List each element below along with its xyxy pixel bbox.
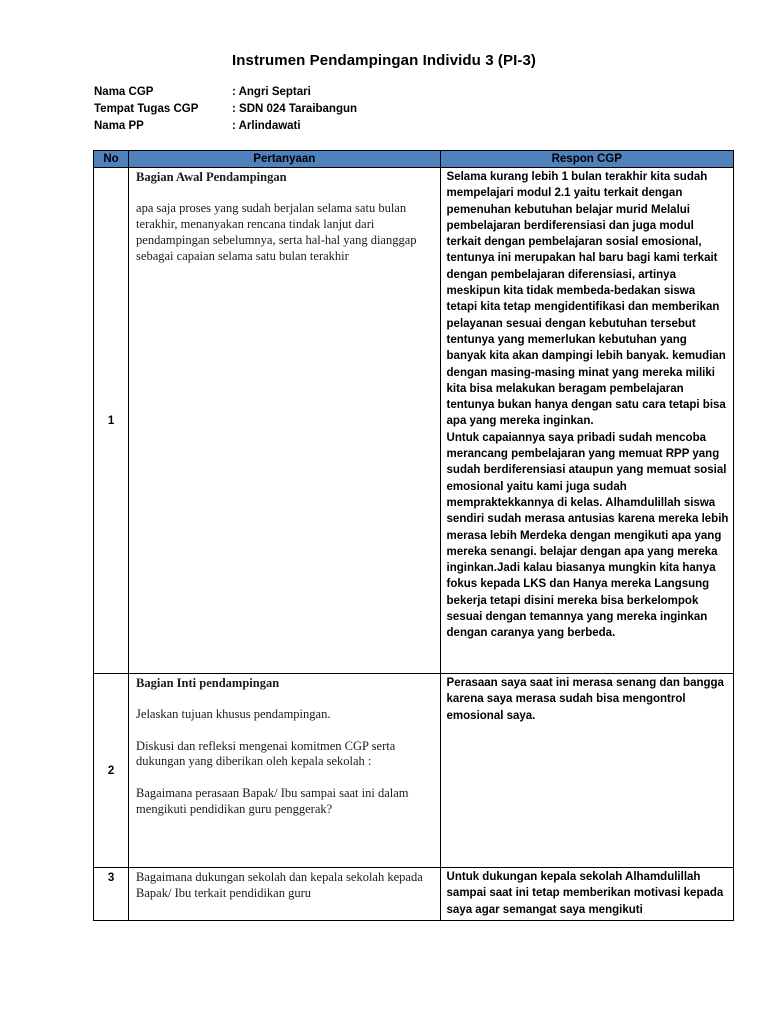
participant-info <box>94 84 357 135</box>
response-cell <box>440 168 733 674</box>
meta-row-nama-cgp <box>94 84 357 101</box>
response-text: Perasaan saya saat ini merasa senang dan bangga karena saya merasa sudah bisa mengontrol emosional saya. <box>446 677 724 722</box>
response-cell <box>440 868 733 921</box>
meta-label: Nama PP <box>94 120 144 132</box>
row-number: 3 <box>94 868 129 921</box>
question-text: Bagaimana perasaan Bapak/ Ibu sampai saat ini dalam mengikuti pendidikan guru penggerak? <box>136 785 409 816</box>
meta-value: : Arlindawati <box>232 120 301 132</box>
meta-row-tempat-tugas <box>94 101 357 118</box>
header-response: Respon CGP <box>440 151 733 168</box>
meta-value: : Angri Septari <box>232 86 311 98</box>
row-number: 1 <box>94 168 129 674</box>
mentoring-table <box>93 150 734 921</box>
table-row <box>94 868 734 921</box>
question-text: Jelaskan tujuan khusus pendampingan. <box>136 707 331 722</box>
question-cell <box>129 168 440 674</box>
response-cell <box>440 674 733 868</box>
response-text: Untuk capaiannya saya pribadi sudah mencoba merancang pembelajaran yang memuat RPP yang sudah berdiferensiasi ataupun yang memuat sosial emosional yaitu kami juga sudah mempraktekkannya di kelas. Alhamdulillah siswa sendiri sudah merasa antusias karena mereka lebih merasa lebih Merdeka dengan mengikuti apa yang mereka senangi. belajar dengan apa yang mereka inginkan.Jadi kalau biasanya mungkin kita hanya fokus kepada LKS dan Hanya mereka Langsung bekerja tetapi disini mereka bisa berkelompok sesuai dengan temannya yang mereka inginkan dengan caranya yang berbeda. <box>446 431 729 640</box>
question-text: Diskusi dan refleksi mengenai komitmen CGP serta dukungan yang diberikan oleh kepala sekolah : <box>136 738 396 769</box>
section-heading: Bagian Awal Pendampingan <box>136 170 287 184</box>
meta-label: Tempat Tugas CGP <box>94 103 199 115</box>
section-heading: Bagian Inti pendampingan <box>136 676 280 690</box>
question-text: apa saja proses yang sudah berjalan selama satu bulan terakhir, menanyakan rencana tindak lanjut dari pendampingan sebelumnya, serta hal-hal yang dianggap sebagai capaian selama satu bulan terakhir <box>136 201 417 263</box>
meta-row-nama-pp <box>94 118 357 135</box>
meta-value: : SDN 024 Taraibangun <box>232 103 358 115</box>
row-number: 2 <box>94 674 129 868</box>
question-cell <box>129 674 440 868</box>
question-text: Bagaimana dukungan sekolah dan kepala sekolah kepada Bapak/ Ibu terkait pendidikan guru <box>136 870 423 900</box>
response-text: Untuk dukungan kepala sekolah Alhamdulillah sampai saat ini tetap memberikan motivasi kepada saya agar semangat saya mengikuti <box>446 871 724 916</box>
header-no: No <box>94 151 129 168</box>
meta-label: Nama CGP <box>94 86 154 98</box>
table-header-row <box>94 151 734 168</box>
header-question: Pertanyaan <box>129 151 440 168</box>
response-text: Selama kurang lebih 1 bulan terakhir kita sudah mempelajari modul 2.1 yaitu terkait dengan pemenuhan kebutuhan belajar murid Melalui pembelajaran berdiferensiasi dan juga modul terkait dengan pembelajaran sosial emosional, tentunya ini merupakan hal baru bagi kami terkait dengan pembelajaran diferensiasi, artinya meskipun kita tidak membeda-bedakan siswa tetapi kita tetap mengidentifikasi dan memberikan pelayanan sesuai dengan kebutuhan tersebut tentunya yang memerlukan kebutuhan yang banyak kita akan dampingi lebih banyak. kemudian dengan masing-masing minat yang mereka miliki kita bisa melakukan beragam pembelajaran tentunya bukan hanya dengan satu cara tetapi bisa apa yang mereka inginkan. <box>446 171 726 428</box>
question-cell <box>129 868 440 921</box>
table-row <box>94 674 734 868</box>
document-title: Instrumen Pendampingan Individu 3 (PI-3) <box>231 52 537 69</box>
table-row <box>94 168 734 674</box>
